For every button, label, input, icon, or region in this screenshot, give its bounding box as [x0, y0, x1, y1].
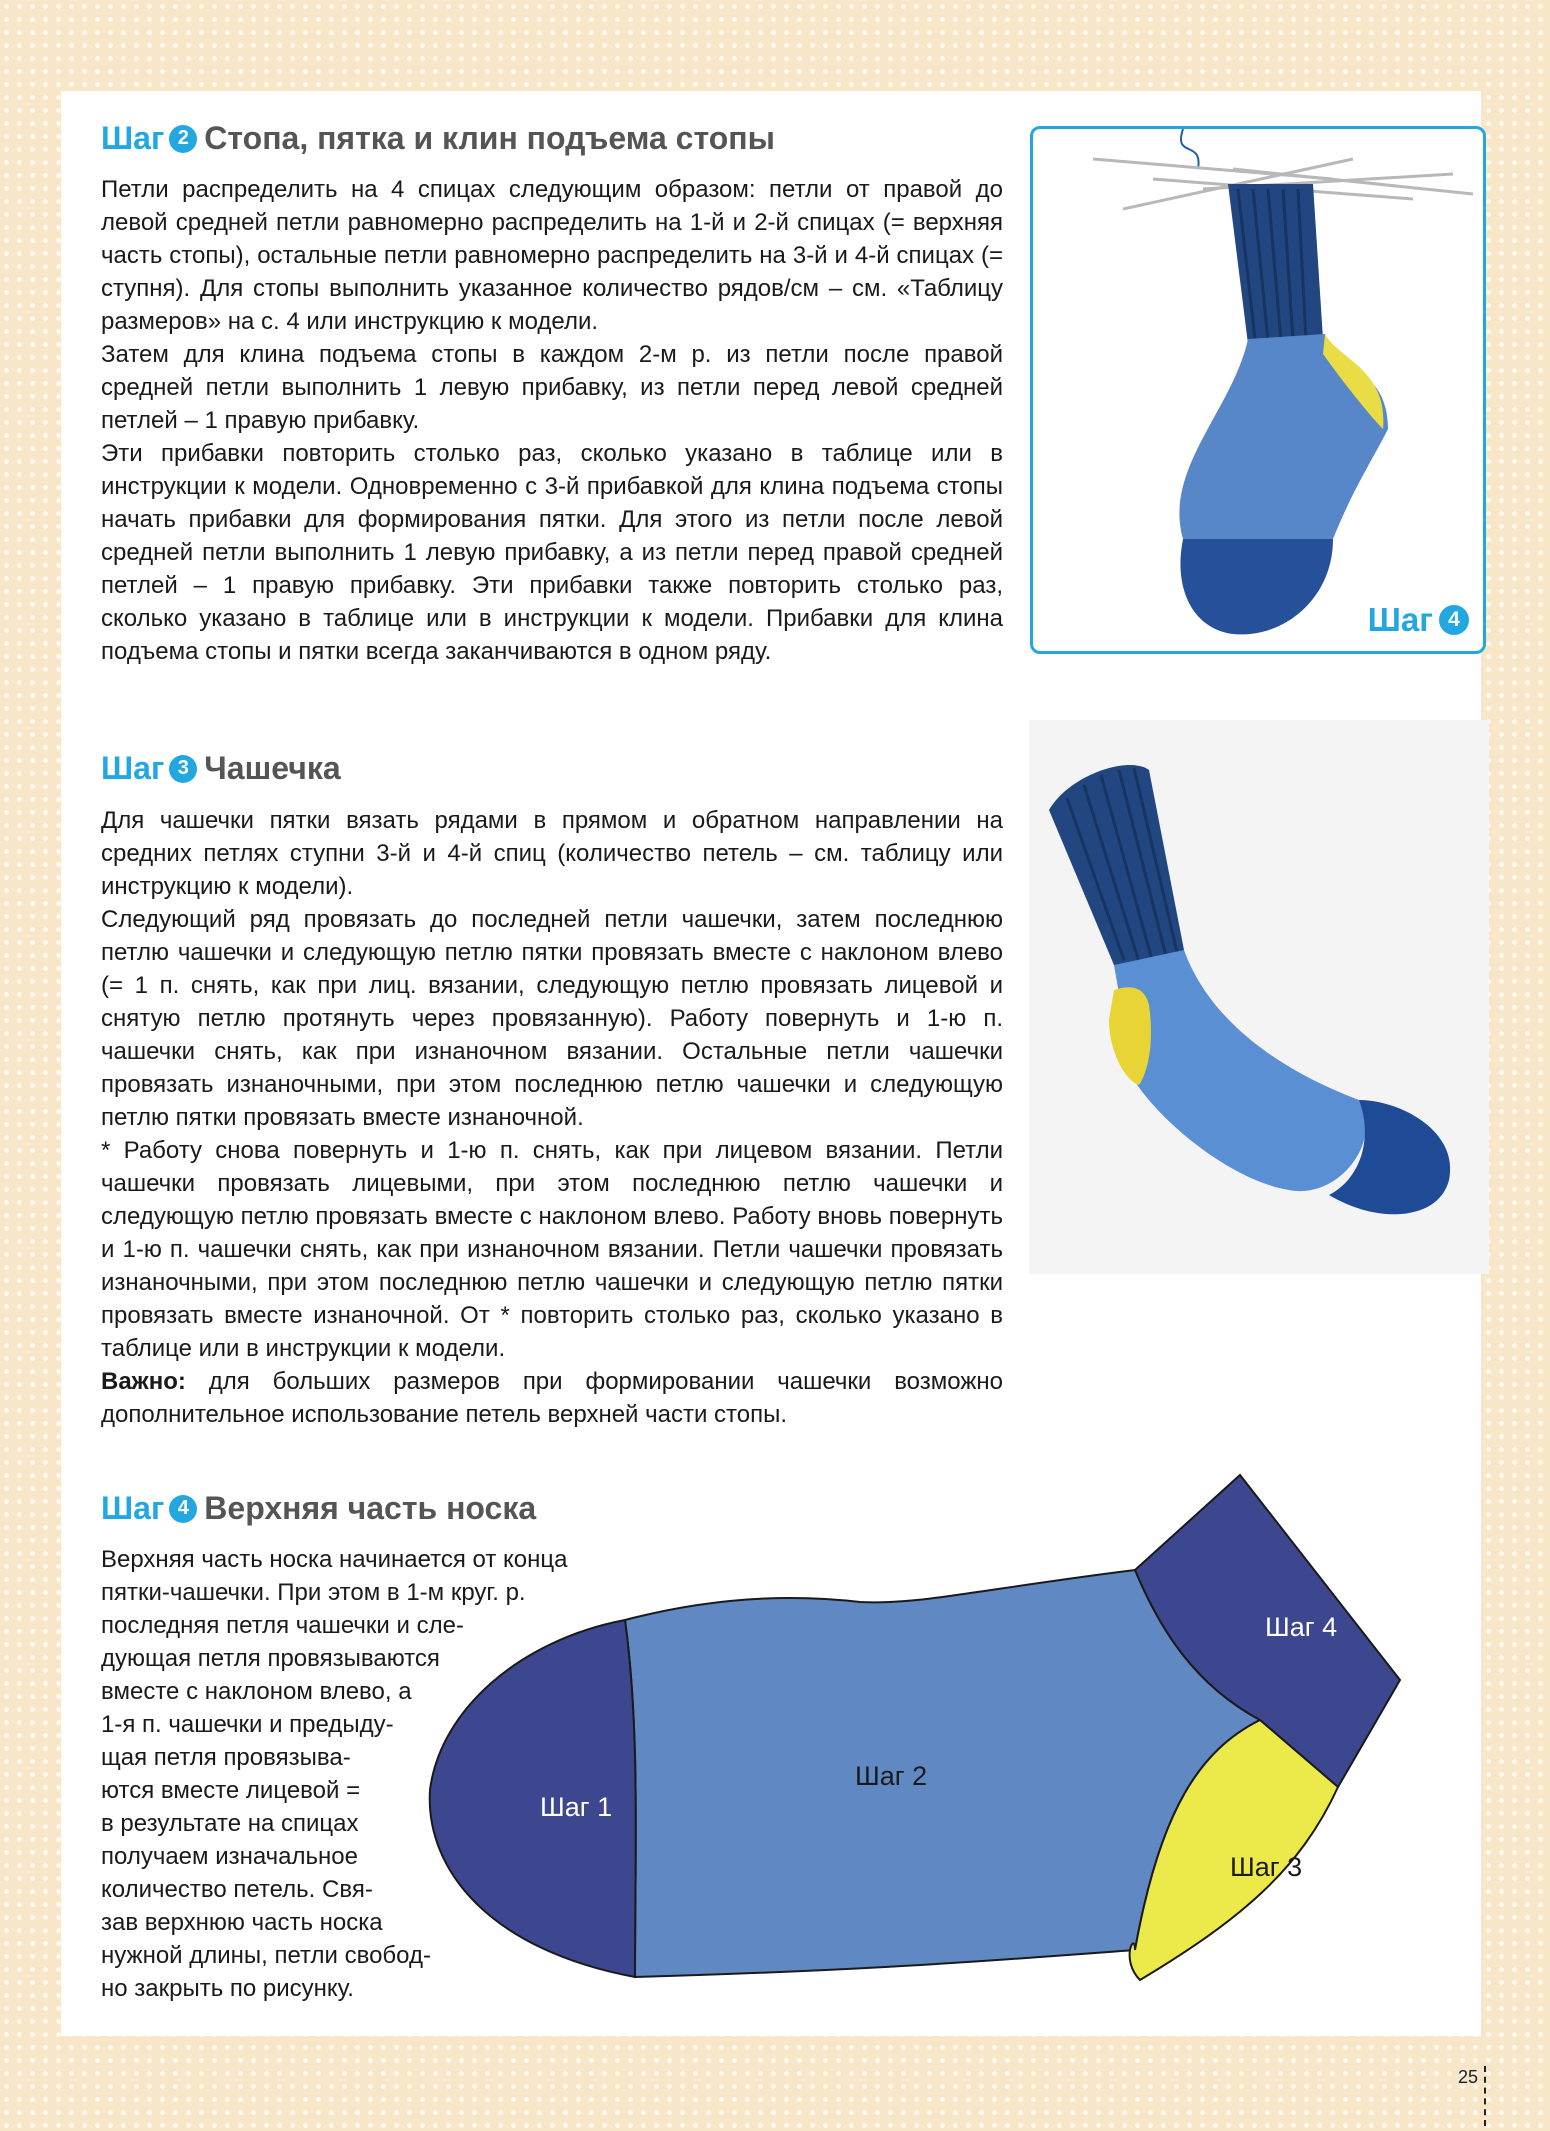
- sock-on-needles-illustration: [1033, 129, 1483, 651]
- step4-line: последняя петля чашечки и сле-: [101, 1612, 464, 1639]
- step3-important: [101, 1365, 1003, 1431]
- finished-sock-illustration: [1029, 720, 1489, 1274]
- step3-heading: [101, 750, 341, 787]
- finished-sock-photo: [1029, 720, 1489, 1274]
- step3-paragraph: Для чашечки пятки вязать рядами в прямом и обратном направлении на средних петлях ступни 3-й и 4-й спиц (количество петель – см. таблицу или инструкцию к модели).: [101, 807, 1003, 900]
- step2-paragraph: Затем для клина подъема стопы в каждом 2-м р. из петли после правой средней петли выполнить 1 левую прибавку, из петли перед левой средней петлей – 1 правую прибавку.: [101, 341, 1003, 434]
- step3-word: Шаг: [101, 750, 165, 786]
- step4-line: вместе с наклоном влево, а: [101, 1678, 412, 1705]
- step2-number-badge: 2: [169, 125, 197, 153]
- photo-step-label: [1368, 601, 1469, 639]
- important-label: Важно:: [101, 1368, 186, 1395]
- step2-title: Стопа, пятка и клин подъема стопы: [204, 120, 775, 156]
- step4-line: нужной длины, петли свобод-: [101, 1942, 431, 1969]
- diagram-label-step3: Шаг 3: [1230, 1852, 1303, 1882]
- step4-number-badge: 4: [169, 1495, 197, 1523]
- step4-line: в результате на спицах: [101, 1810, 359, 1837]
- diagram-label-step2: Шаг 2: [855, 1761, 928, 1791]
- step4-line: количество петель. Свя-: [101, 1876, 373, 1903]
- photo-step-word: Шаг: [1367, 601, 1433, 638]
- step3-paragraph: Следующий ряд провязать до последней петли чашечки, затем последнюю петлю чашечки и следующую петлю пятки провязать вместе с наклоном влево (= 1 п. снять, как при лиц. вязании, следующую петлю провязать лицевой и снятую петлю протянуть через провязанную). Работу повернуть и 1-ю п. чашечки снять, как при изнаночном вязании. Остальные петли чашечки провязать изнаночными, при этом последнюю петлю чашечки и следующую петлю пятки провязать вместе изнаночной.: [101, 906, 1003, 1131]
- step4-line: но закрыть по рисунку.: [101, 1975, 354, 2002]
- step4-line: дующая петля провязываются: [101, 1645, 440, 1672]
- photo-step-badge: 4: [1439, 605, 1469, 635]
- step3-number-badge: 3: [169, 755, 197, 783]
- step4-line: пятки-чашечки. При этом в 1-м круг. р.: [101, 1579, 526, 1606]
- step4-line: 1-я п. чашечки и предыду-: [101, 1711, 394, 1738]
- sock-on-needles-photo: [1030, 126, 1486, 654]
- step4-line: щая петля провязыва-: [101, 1744, 351, 1771]
- page-cut-mark: [1484, 2066, 1486, 2126]
- step3-body: [101, 804, 1003, 1431]
- step4-line: ются вместе лицевой =: [101, 1777, 361, 1804]
- diagram-label-step4: Шаг 4: [1265, 1612, 1338, 1642]
- step4-line: получаем изначальное: [101, 1843, 358, 1870]
- step4-word: Шаг: [101, 1490, 165, 1526]
- diagram-label-step1: Шаг 1: [540, 1792, 613, 1822]
- step3-paragraph: * Работу снова повернуть и 1-ю п. снять, как при лицевом вязании. Петли чашечки провязать лицевыми, при этом последнюю петлю чашечки и следующую петлю провязать вместе с наклоном влево. Работу вновь повернуть и 1-ю п. чашечки снять, как при изнаночном вязании. Петли чашечки провязать изнаночными, при этом последнюю петлю чашечки и следующую петлю пятки провязать вместе изнаночной. От * повторить столько раз, сколько указано в таблице или в инструкции к модели.: [101, 1137, 1003, 1362]
- step2-heading: [101, 120, 775, 157]
- step2-body: [101, 173, 1003, 668]
- step3-title: Чашечка: [204, 750, 341, 786]
- step4-line: Верхняя часть носка начинается от конца: [101, 1546, 568, 1573]
- step2-paragraph: Петли распределить на 4 спицах следующим образом: петли от правой до левой средней петли равномерно распределить на 1-й и 2-й спицах (= верхняя часть стопы), остальные петли равномерно распределить на 3-й и 4-й спицах (= ступня). Для стопы выполнить указанное количество рядов/см – см. «Таблицу размеров» на с. 4 или инструкцию к модели.: [101, 176, 1003, 335]
- step4-title: Верхняя часть носка: [204, 1490, 537, 1526]
- step4-body: [101, 1543, 567, 2005]
- important-text: для больших размеров при формировании чашечки возможно дополнительное использование петель верхней части стопы.: [101, 1368, 1003, 1428]
- step2-paragraph: Эти прибавки повторить столько раз, сколько указано в таблице или в инструкции к модели. Одновременно с 3-й прибавкой для клина подъема стопы начать прибавки для формирования пятки. Для этого из петли после левой средней петли выполнить 1 левую прибавку, а из петли перед правой средней петлей – 1 правую прибавку. Эти прибавки также повторить столько раз, сколько указано в таблице или в инструкции к модели. Прибавки для клина подъема стопы и пятки всегда заканчиваются в одном ряду.: [101, 440, 1003, 665]
- page-number: 25: [1458, 2067, 1479, 2087]
- step4-line: зав верхнюю часть носка: [101, 1909, 383, 1936]
- step2-word: Шаг: [101, 120, 165, 156]
